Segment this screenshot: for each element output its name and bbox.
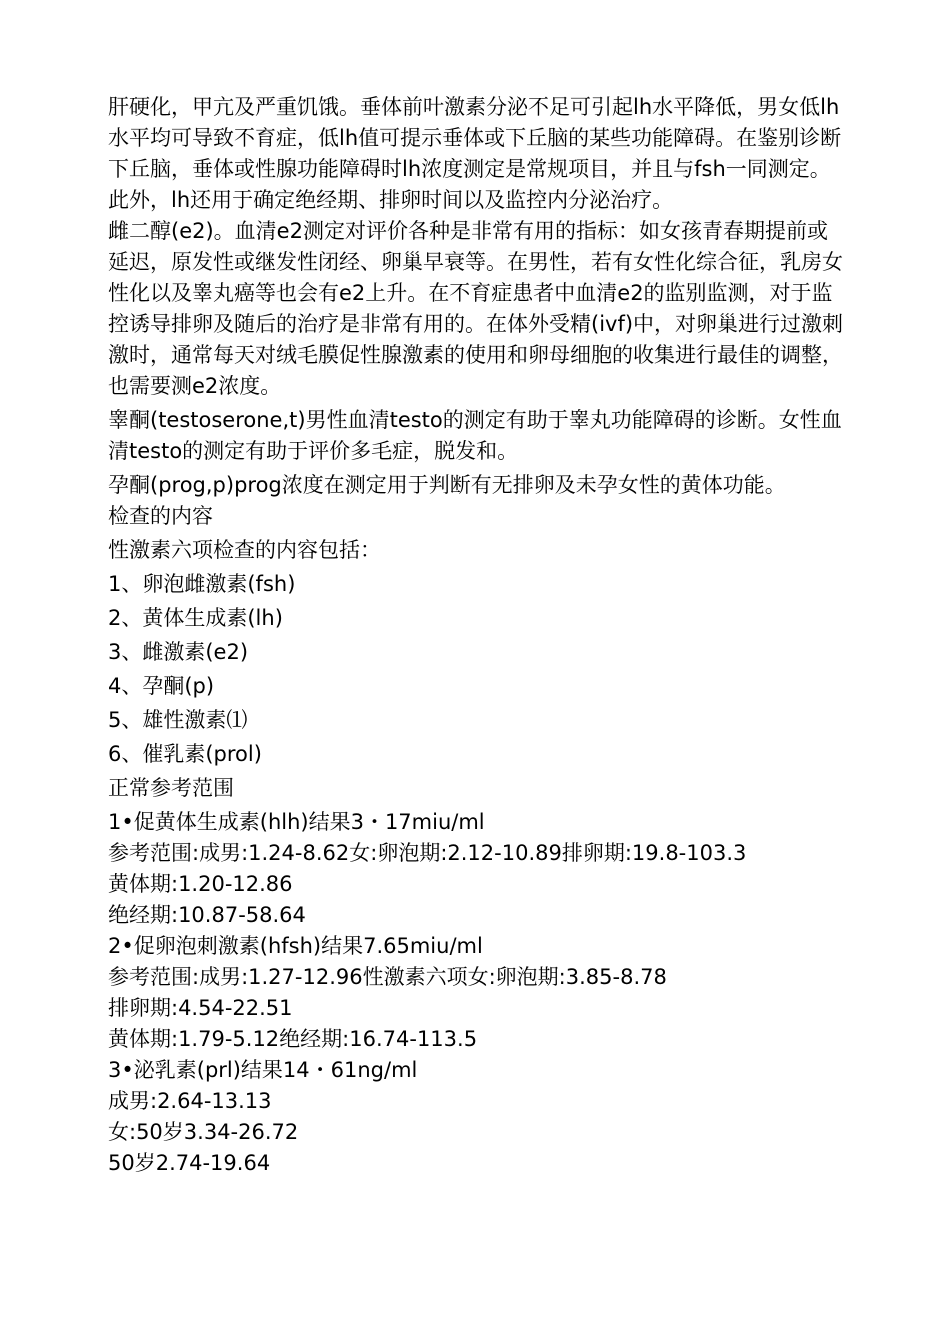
list-item: 3、雌激素(e2) — [108, 640, 249, 664]
range-line: 排卵期:4.54-22.51 — [108, 996, 293, 1020]
list-item: 6、催乳素(prol) — [108, 742, 262, 766]
range-line: 绝经期:10.87-58.64 — [108, 903, 306, 927]
range-line: 参考范围:成男:1.27-12.96性激素六项女:卵泡期:3.85-8.78 — [108, 965, 667, 989]
lh-paragraph: 肝硬化，甲亢及严重饥饿。垂体前叶激素分泌不足可引起lh水平降低，男女低lh水平均可导致不育症，低lh值可提示垂体或下丘脑的某些功能障碍。在鉴别诊断下丘脑，垂体或性腺功能障碍时lh浓度测定是常规项目，并且与fsh一同测定。此外，lh还用于确定绝经期、排卵时间以及监控内分泌治疗。 — [108, 95, 842, 212]
contents-intro: 性激素六项检查的内容包括： — [108, 538, 381, 562]
range-line: 1•促黄体生成素(hlh)结果3・17miu/ml — [108, 810, 485, 834]
list-item: 1、卵泡雌激素(fsh) — [108, 572, 296, 596]
list-item: 2、黄体生成素(lh) — [108, 606, 283, 630]
list-item: 4、孕酮(p) — [108, 674, 215, 698]
range-line: 成男:2.64-13.13 — [108, 1089, 272, 1113]
range-line: 参考范围:成男:1.24-8.62女:卵泡期:2.12-10.89排卵期:19.8-103.3 — [108, 841, 747, 865]
range-line: 黄体期:1.20-12.86 — [108, 872, 293, 896]
range-line: 50岁2.74-19.64 — [108, 1151, 271, 1175]
prog-paragraph: 孕酮(prog,p)prog浓度在测定用于判断有无排卵及未孕女性的黄体功能。 — [108, 473, 786, 497]
range-heading: 正常参考范围 — [108, 776, 234, 800]
range-line: 女:50岁3.34-26.72 — [108, 1120, 299, 1144]
range-line: 3•泌乳素(prl)结果14・61ng/ml — [108, 1058, 418, 1082]
range-line: 2•促卵泡刺激素(hfsh)结果7.65miu/ml — [108, 934, 483, 958]
range-line: 黄体期:1.79-5.12绝经期:16.74-113.5 — [108, 1027, 478, 1051]
list-item: 5、雄性激素⑴ — [108, 708, 248, 732]
contents-heading: 检查的内容 — [108, 504, 213, 528]
document-page — [108, 92, 848, 1179]
e2-paragraph: 雌二醇(e2)。血清e2测定对评价各种是非常有用的指标：如女孩青春期提前或延迟，原发性或继发性闭经、卵巢早衰等。在男性，若有女性化综合征，乳房女性化以及睾丸癌等也会有e2上升。在不育症患者中血清e2的监别监测，对于监控诱导排卵及随后的治疗是非常有用的。在体外受精(ivf)中，对卵巢进行过激刺激时，通常每天对绒毛膜促性腺激素的使用和卵母细胞的收集进行最佳的调整，也需要测e2浓度。 — [108, 219, 844, 398]
testo-paragraph: 睾酮(testoserone,t)男性血清testo的测定有助于睾丸功能障碍的诊断。女性血清testo的测定有助于评价多毛症，脱发和。 — [108, 408, 842, 463]
